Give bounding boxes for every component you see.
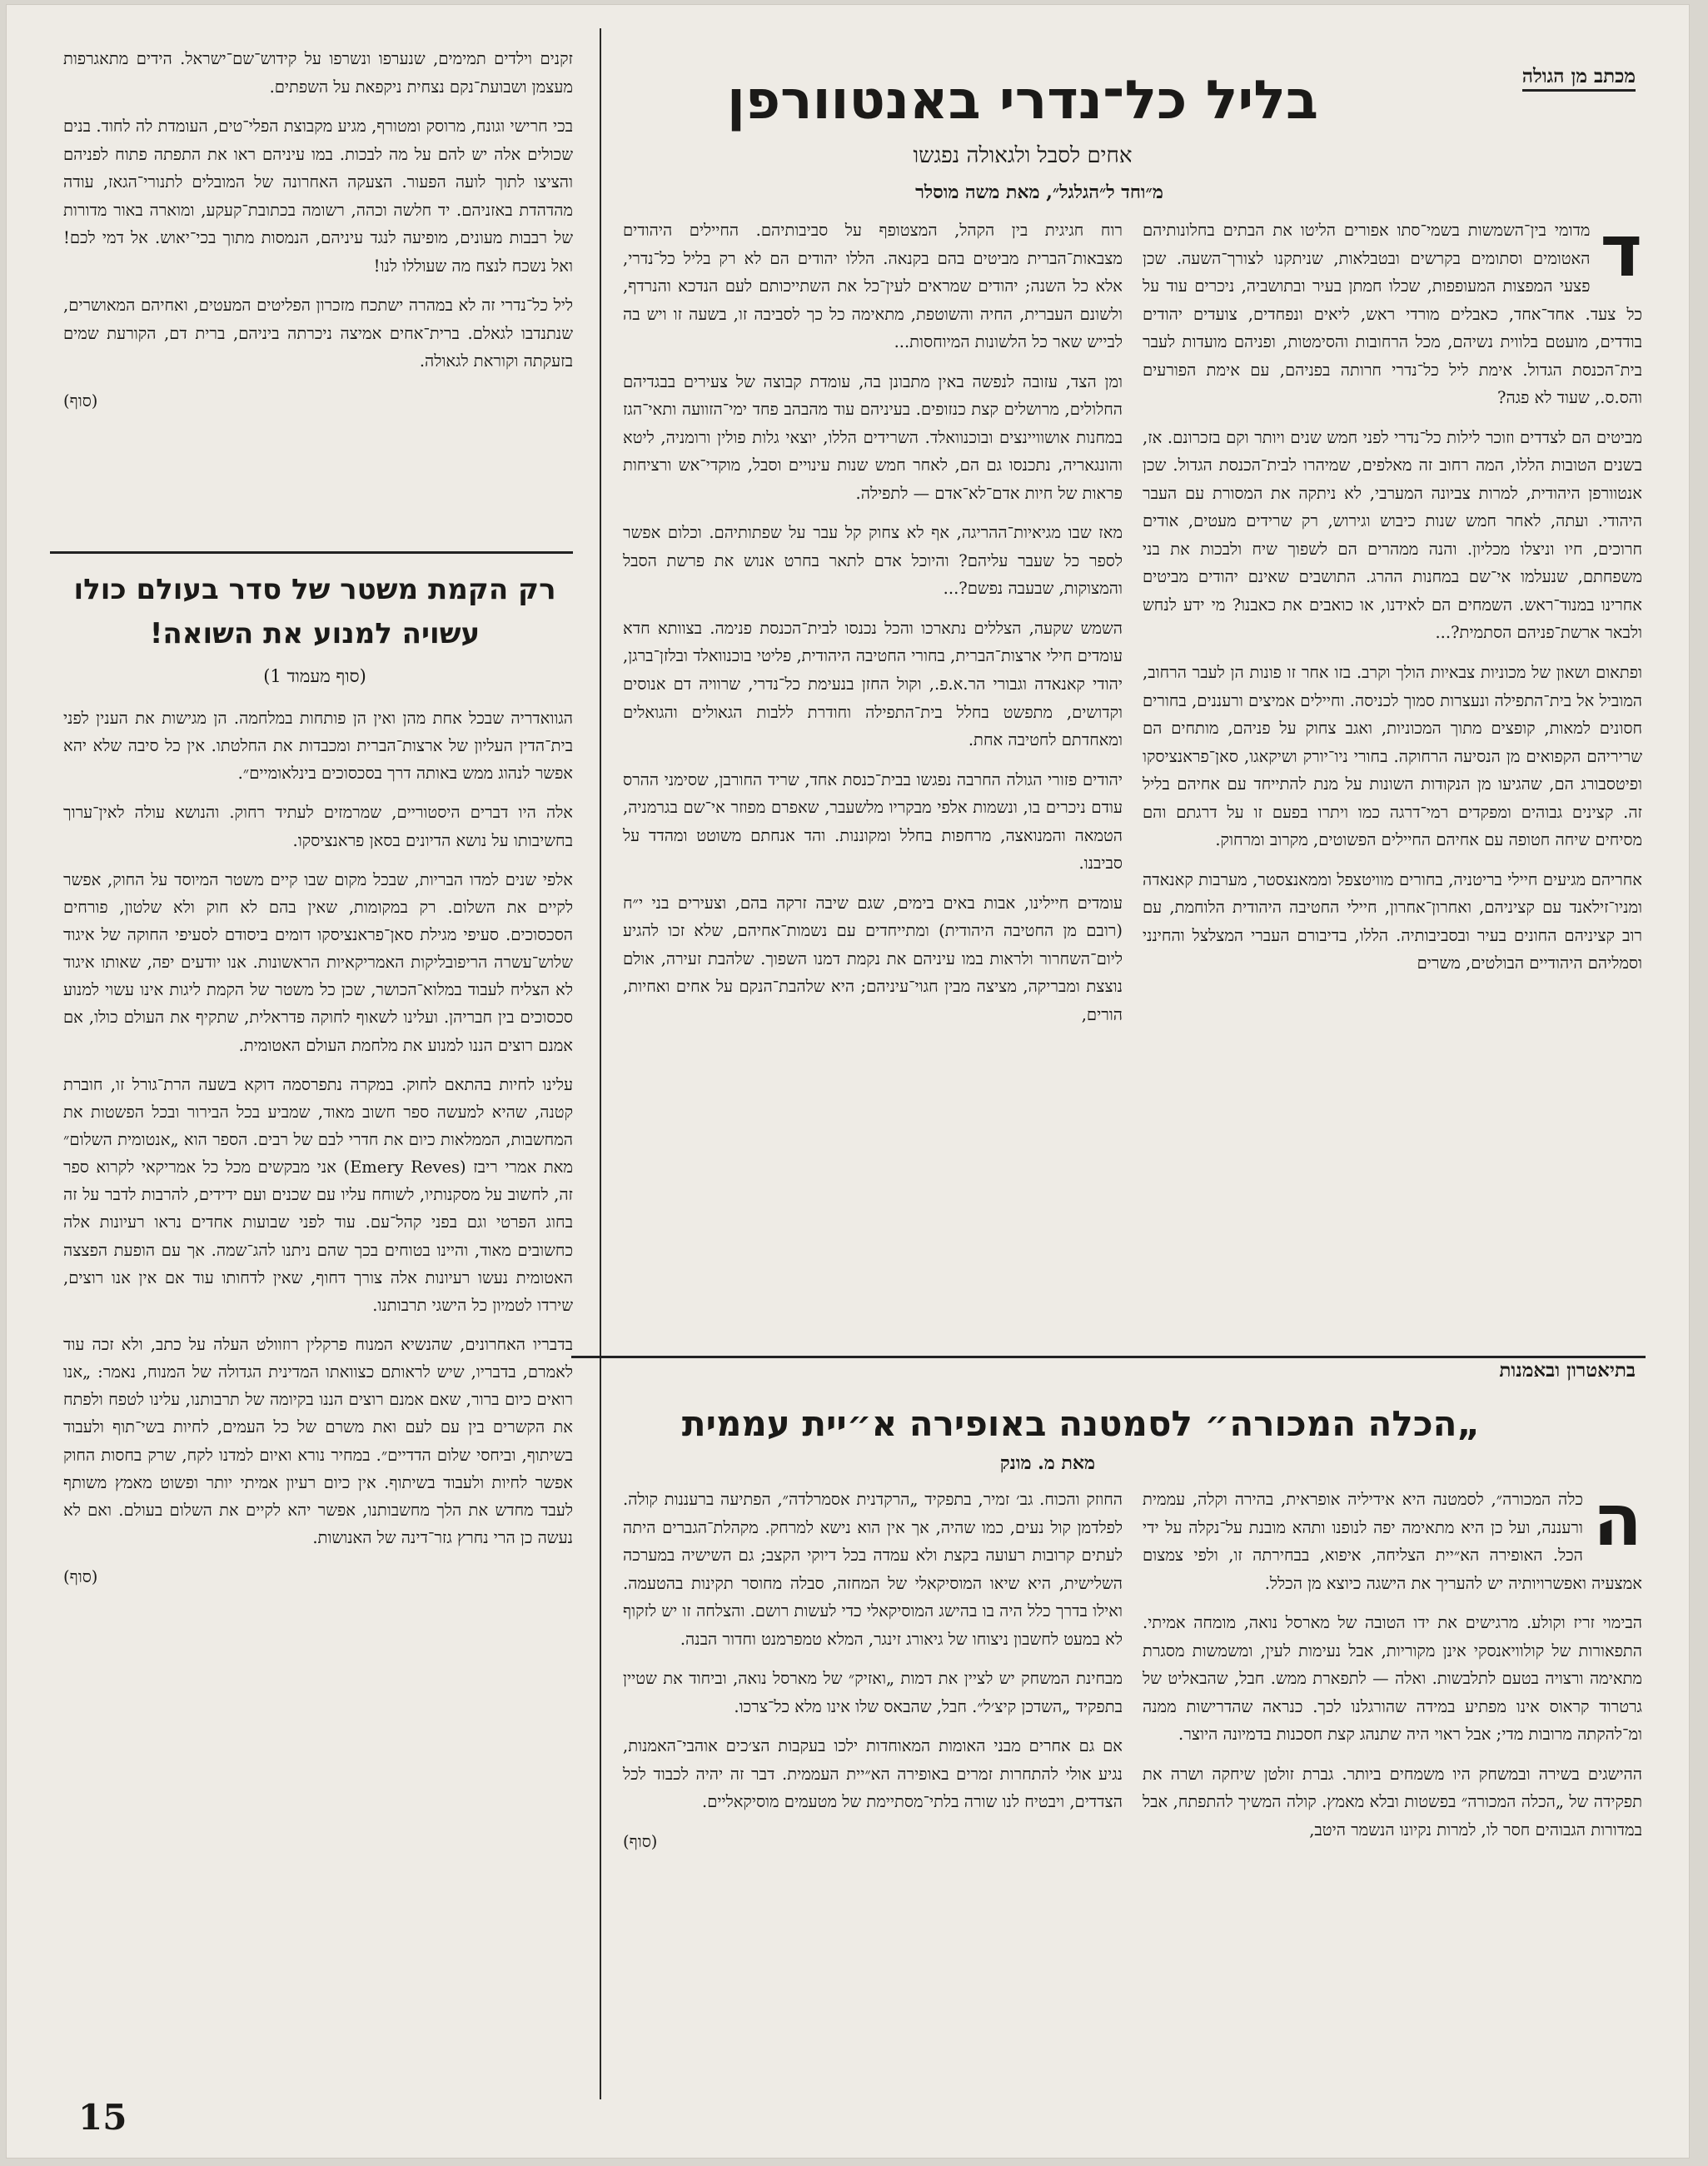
page-number: 15 xyxy=(78,2097,127,2138)
article-title: בליל כל־נדרי באנטוורפן xyxy=(726,70,1319,132)
left-article-title: רק הקמת משטר של סדר בעולם כולו עשויה למנוע את השואה! xyxy=(73,573,556,650)
paragraph: מבחינת המשחק יש לציין את דמות „ואזיק״ של מארסל נואה, וביחוד את שטיין בתפקיד „השדכן קיצ׳ל״. חבל, שהבאס שלו אינו מלא כל־צרכו. xyxy=(623,1669,1123,1716)
paragraph: ה כלה המכורה״, לסמטנה היא אידיליה אופראית, בהירה וקלה, עממית ורעננה, ועל כן היא מתאימה יפה לנופנו ותהא מובנת על־נקלה על ידי הכל. האופירה הא״יית הצליחה, איפוא, בבחירתה זו, ולפי צמצום אמצעיה ואפשרויותיה יש להעריך את הישגה כיוצא מן הכלל. xyxy=(1143,1479,1642,1593)
newspaper-page xyxy=(7,5,1689,2158)
paragraph: ומן הצד, עזובה לנפשה באין מתבונן בה, עומדת קבוצה של צעירים בבגדיהם החלולים, מרושלים קצת כנזופים. בעיניהם עוד מהבהב פחד ימי־הזוועה ותאי־הגז במחנות אושוויינצים ובוכנוואלד. השרידים הללו, יוצאי גלות פולין ורומניה, ליטא והונגאריה, נתכנסו גם הם, לאחר חמש שנות עינויים וסבל, מוקדי־אש ורציחות פראות של חיות אדם־לא־אדם — לתפילה. xyxy=(623,371,1123,503)
section-label: מכתב מן הגולה xyxy=(1522,65,1636,92)
article-continuation xyxy=(63,45,573,426)
paragraph: החוזק והכוח. גב׳ זמיר, בתפקיד „הרקדנית אסמרלדה״, הפתיעה ברעננות קולה. לפלדמן קול נעים, כמו שהיה, אך אין הוא נישא למרחק. מקהלת־הגברים היתה לעתים קרובות רעועה בקצת ולא עמדה בכל דיוקי הקצב; גם השישיה במערכה השלישית, היא שיאו המוסיקאלי של המחזה, סבלה מחוסר תקינות בהטעמה. ואילו בדרך כלל היה בו בהישג המוסיקאלי כדי לעשות רושם. והצלחה זו יש לזקוף לא במעט לחשבון ניצוחו של גיאורג זינגר, המלא טמפרמנט וחדור הבנה. xyxy=(623,1490,1123,1649)
bottom-column-right xyxy=(1143,1479,1642,1855)
paragraph: עלינו לחיות בהתאם לחוק. במקרה נתפרסמה דוקא בשעה הרת־גורל זו, חוברת קטנה, שהיא למעשה ספר חשוב מאוד, שמביע בכל הבירור ובכל הפשטות את המחשבות, הממלאות כיום את חדרי לבם של רבים. הספר הוא „אנטומית השלום״ מאת אמרי ריבז (Emery Reves) אני מבקשים מכל כל אמריקאי לקרוא ספר זה, לחשוב על מסקנותיו, לשוחח עליו עם שכנים ועם ידידים, להרבות לדבר על זה בחוג הפרטי וגם בפני קהל־עם. עוד לפני שבועות אחדים נראו רעיונות אלה כחשובים מאוד, והיינו בטוחים בכך שהם ניתנו להג־שמה. אך עם הופעת הפצצה האטומית נעשו רעיונות אלה צורך דחוף, שאין לדחותו עוד אם אין אנו רוצים, שירדו לטמיון כל הישגי תרבותנו. xyxy=(63,1074,573,1315)
paragraph: בכי חרישי וגונח, מרוסק ומטורף, מגיע מקבוצת הפלי־טים, העומדת לה לחוד. בנים שכולים אלה יש להם על מה לבכות. במו עיניהם ראו את התפתה פתוח לפניהם והציצו לתוך לועה הפעור. הצעקה האחרונה של המובלים לתנורי־הגאז, עודה מהדהדת באזניהם. יד חלשה וכהה, רשומה בכתובת־קעקע, ומוארה באור מדורות של רבבות מעונים, מופיעה לנגד עיניהם, הנמסות מתוך בכי־יאוש. אל דמי לכם! ואל נשכח לנצח מה שעוללו לנו! xyxy=(63,117,573,276)
paragraph: מביטים הם לצדדים וזוכר לילות כל־נדרי לפני חמש שנים ויותר וקם בזכרונם. אז, בשנים הטובות הללו, המה רחוב זה מאלפים, שמיהרו לבית־הכנסת הגדול. שכן אנטוורפן היהודית, למרות צביונה המערבי, לא ניתקה את המסורת עם העבר היהודי. ועתה, לאחר חמש שנות כיבוש וגירוש, רק שרידים מעטים, אודים חרוכים, חיו וניצלו מכליון. והנה ממהרים הם לשפוך שיח ולבכות את בני משפחתם, שנעלמו אי־שם במחנות ההרג. התושבים שאינם יהודים מביטים אחרינו במנוד־ראש. השמחים הם לאידנו, או כואבים את כאבנו? מי ידע לנחש ולבאר ארשת־פניהם הסתמית?... xyxy=(1143,427,1642,643)
paragraph: הגוואדריה שבכל אחת מהן ואין הן פותחות במלחמה. הן מגישות את הענין לפני בית־הדין העליון של ארצות־הברית ומכבדות את החלטתו. אין כל סיבה שלא יהא אפשר לנהוג ממש באותה דרך בסכסוכים בינלאומיים״. xyxy=(63,709,573,784)
article-column-right xyxy=(1143,210,1642,989)
paragraph: אלפי שנים למדו הבריות, שבכל מקום שבו קיים משטר המיוסד על החוק, אפשר לקיים את השלום. רק במקומות, שאין בהם לא חוק ולא שלטון, פורחים הסכסוכים. סעיפי מגילת סאן־פראנציסקו דומים ביסודם לסעיפי החוקה של איגוד שלוש־עשרה הריפובליקות האמריקאיות הראשונות. אנו יודעים יפה, שאותו איגוד לא הצליח לעבוד במלוא־הכושר, שכן כל משטר של הקמת ליגות אינו עשוי למנוע סכסוכים בין חבריהן. ועלינו לשאוף לחוקה פדראלית, שתקיף את העולם כולו, אם אמנם רוצים הננו למנוע את מלחמת העולם האטומית. xyxy=(63,869,573,1055)
paragraph: זקנים וילדים תמימים, שנערפו ונשרפו על קידוש־שם־ישראל. הידים מתאגרפות מעצמן ושבועת־נקם נצחית ניקפאת על השפתים. xyxy=(63,49,573,97)
paragraph: אם גם אחרים מבני האומות המאוחדות ילכו בעקבות הצ׳כים אוהבי־האמנות, נגיע אולי להתחרות זמרים באופירה הא״יית העממית. דבר זה יהיה לכבוד לכל הצדדים, ויבטיח לנו שורה בלתי־מסתיימת של מטעמים מוסיקאליים. xyxy=(623,1736,1123,1812)
end-mark: (סוף) xyxy=(63,1567,98,1587)
section-rule xyxy=(571,1356,1646,1358)
article-subtitle: אחים לסבל ולגאולה נפגשו xyxy=(913,143,1133,168)
drop-cap: ה xyxy=(1592,1479,1642,1562)
paragraph: רוח חגיגית בין הקהל, המצטופף על סביבותיהם. החיילים היהודים מצבאות־הברית מביטים בהם בקנאה. הללו יהודים הם לא רק בליל כל־נדרי, אלא כל השנה; יהודים שמראים לעין־כל את השתייכותם לעם הנדכא והנרדף, ולשונם העברית, החיה והשוטפת, מתאימה כל כך לסביבה זו, בשעה זו ויש בה לבייש שאר כל הלשונות המיוחסות... xyxy=(623,221,1123,352)
continued-note: (סוף מעמוד 1) xyxy=(263,666,366,686)
paragraph: ד מדומי בין־השמשות בשמי־סתו אפורים הליטו את הבתים בחלונותיהם האטומים וסתומים בקרשים ובטבלאות, שניתקנו לצורך־השעה. שכן פצעי המפצות המעופפות, שכלו חמתן בעיר ובתושביה, ניכרים עוד על כל צעד. אחד־אחד, כאבלים מורדי ראש, ליאים ונפחדים, צועדים יהודים בודדים, מועטם בלווית נשיהם, מכל הרחובות והסימטות, ופניהם מועדות לעבר בית־הכנסת הגדול. אימת ליל כל־נדרי חרותה בפניהם, עם אימת הפורעים והס.ס., שעוד לא פגה? xyxy=(1143,210,1642,408)
paragraph: יהודים פזורי הגולה החרבה נפגשו בבית־כנסת אחד, שריד החורבן, שסימני ההרס עודם ניכרים בו, ונשמות אלפי מבקריו מלשעבר, שאפרם מפוזר אי־שם בגרמניה, הטמאה והמנואצה, מרחפות בחלל ומקוננות. והד אנחתם משוטט ומהדד על סביבנו. xyxy=(623,769,1123,874)
paragraph: ליל כל־נדרי זה לא במהרה ישתכח מזכרון הפליטים המעטים, ואחיהם המאושרים, שנתנדבו לגאלם. ברית־אחים אמיצה ניכרתה ביניהם, ברית דם, הקורעת שמים בזעקתה וקוראת לגאולה. xyxy=(63,296,573,371)
paragraph: השמש שקעה, הצללים נתארכו והכל נכנסו לבית־הכנסת פנימה. בצוותא חדא עומדים חילי ארצות־הברית, בחורי החטיבה היהודית, פליטי בוכנוואלד ובלזן־ברגן, יהודי קאנאדה וגבורי הר.א.פ., וקול החזן בנעימת כל־נדרי, שרוויה דם אנוסים וקדושים, מתפשט בחלל בית־התפילה וחודרת ללבות הגאולים והגואלים ומאחדתם לחטיבה אחת. xyxy=(623,618,1123,750)
article-column-middle xyxy=(623,217,1123,1040)
end-mark: (סוף) xyxy=(623,1831,658,1851)
left-article-body xyxy=(63,705,573,1602)
paragraph: אלה היו דברים היסטוריים, שמרמזים לעתיד רחוק. והנושא עולה לאין־ערוך בחשיבותו על נושא הדיונים בסאן פראנציסקו. xyxy=(63,803,573,850)
end-mark: (סוף) xyxy=(63,391,98,411)
paragraph: מאז שבו מגיאיות־ההריגה, אף לא צחוק קל עבר על שפתותיהם. וכלום אפשר לספר כל שעבר עליהם? והיוכל אדם לתאר בחרט אנוש את פרשת הסבל והמצוקות, שבעבה נפשם?... xyxy=(623,523,1123,599)
article-byline: מ״וחד ל״הגלגל״, מאת משה מוסלר xyxy=(915,182,1163,203)
paragraph: אחריהם מגיעים חיילי בריטניה, בחורים מוויטצפל וממאנצסטר, מערבות קאנאדה ומניו־זילאנד עם קציניהם, ואחרון־אחרון, חיילי החטיבה היהודית הלוחמת, עם רוב קציניהם החונים בעיר ובסביבותיה. הללו, בדיבורם העברי המצלצל והחינני וסמליהם היהודיים הבולטים, משרים xyxy=(1143,869,1642,973)
bottom-article-byline: מאת מ. מונק xyxy=(999,1452,1096,1474)
paragraph: הבימוי זריז וקולע. מרגישים את ידו הטובה של מארסל נואה, מומחה אמיתי. התפאורות של קולוויאנסקי אינן מקוריות, אבל נעימות לעין, ומשמשות מסגרת מתאימה ורצויה בטעם לתלבשות. ואלה — לתפארת ממש. חבל, שהבאליט של גרטרוד קראוס אינו מפתיע במידה שהורגלנו לכך. כנראה שהדרישות ממנה ומ־להקתה מרובות מדי; אבל ראוי היה שתנהג קצת חסכנות בדמיונה היוצר. xyxy=(1143,1613,1642,1745)
bottom-column-left xyxy=(623,1486,1123,1867)
article-separator xyxy=(50,551,573,554)
bottom-article-title: „הכלה המכורה״ לסמטנה באופירה א״יית עממית xyxy=(681,1403,1481,1444)
paragraph: עומדים חיילינו, אבות באים בימים, שגם שיבה זרקה בהם, וצעירים בני י״ח (רובם מן החטיבה היהודית) ומתייחדים עם נשמות־אחיהם, שלא זכו להגיע ליום־השחרור ולראות במו עיניהם את נקמת דמנו השפוך. שלהבת זעירה, אולם נוצצת ומבריקה, מציצה מבין חגוי־עיניהם; היא שלהבת־הנקם על אחים ואחיות, הורים, xyxy=(623,893,1123,1024)
drop-cap: ד xyxy=(1600,210,1642,293)
paragraph: בדבריו האחרונים, שהנשיא המנוח פרקלין רוזוולט העלה על כתב, ולא זכה עוד לאמרם, בדבריו, שיש לראותם כצוואתו המדינית הגדולה של המנוח, נאמר: „אנו רואים כיום ברור, שאם אמנם רוצים הננו בקיומה של תרבותנו, עלינו לטפח ולפתח את הקשרים בין עם לעם ואת משרם של כל העמים, לחיות בשי־תוף ולעבוד בשיתוף, וביחסי שלום הדדיים״. במחיר נורא ואיום למדנו לקח, שרק בחסות החוק אפשר לחיות ולעבוד בשיתוף. אין כיום רעיון אמיתי יותר ופשוט מאמץ משותף לעבד מחדש את הלך מחשבותנו, אפשר יהא לקיים את השלום בעולם. ואם לא נעשה כן הרי נחרץ גזר־דינה של האנושות. xyxy=(63,1334,573,1547)
section-label: בתיאטרון ובאמנות xyxy=(1499,1359,1636,1382)
paragraph: ופתאום ושאון של מכוניות צבאיות הולך וקרב. בזו אחר זו פונות הן לעבר הרחוב, המוביל אל בית־התפילה ונעצרות סמוך לכניסה. וחיילים אמיצים ורעננים, בחורים חסונים למאות, קופצים מתוך המכוניות, ואגב צחוק על פניהם, מותחים הם שריריהם הקפואים מן הנסיעה הרחוקה. בחורי ניו־יורק ושיקאגו, סאן־פראנציסקו ופיטסבורג הם, שהגיעו מן הנקודות השונות על מנת להתייחד עם אחיהם בליל זה. קצינים גבוהים ומפקדים רמי־דרגה כמו ויתרו בפעם זו על דרגתם והם מסיחים שיחה חטופה עם אחיהם החיילים הפשוטים, מקרוב ומרחוק. xyxy=(1143,662,1642,850)
paragraph: ההישגים בשירה ובמשחק היו משמחים ביותר. גברת זולטן שיחקה ושרה את תפקידה של „הכלה המכורה״ בפשטות ובלא מאמץ. קולה המשיך להתפתח, אבל במדורות הגבוהים חסר לו, למרות נקיונו הנשמר היטב, xyxy=(1143,1764,1642,1840)
column-divider xyxy=(600,28,601,2099)
